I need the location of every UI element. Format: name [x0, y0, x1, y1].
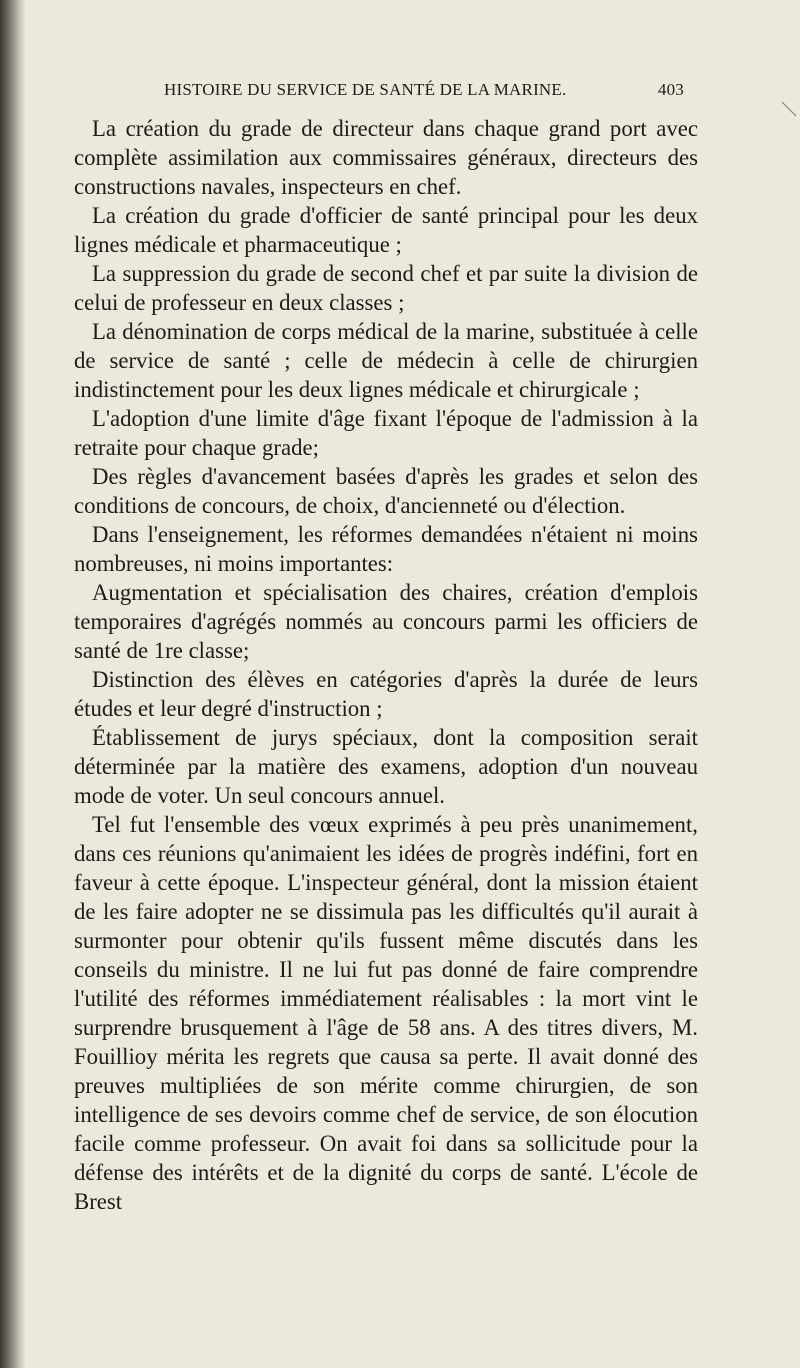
- paragraph-voeux: Tel fut l'ensemble des vœux exprimés à peu près unanimement, dans ces réunions qu'animaient les idées de progrès indéfini, fort en faveur à cette époque. L'inspecteur général, dont la mission étaient de les faire adopter ne se dissimula pas les difficultés qu'il aurait à surmonter pour obtenir qu'ils fussent même discutés dans les conseils du ministre. Il ne lui fut pas donné de faire comprendre l'utilité des réformes immédiatement réalisables : la mort vint le surprendre brusquement à l'âge de 58 ans. A des titres divers, M. Fouillioy mérita les regrets que causa sa perte. Il avait donné des preuves multipliées de son mérite comme chirurgien, de son intelligence de ses devoirs comme chef de service, de son élocution facile comme professeur. On avait foi dans sa sollicitude pour la défense des intérêts et de la dignité du corps de santé. L'école de Brest: [74, 812, 698, 1214]
- paragraph-officier-de-sante: La création du grade d'officier de santé principal pour les deux lignes médicale et pharmaceutique ;: [74, 203, 698, 257]
- paragraph-chaires: Augmentation et spécialisation des chaires, création d'emplois temporaires d'agrégés nommés au concours parmi les officiers de santé de 1re classe;: [74, 580, 698, 663]
- paragraph-jurys: Établissement de jurys spéciaux, dont la composition serait déterminée par la matière des examens, adoption d'un nouveau mode de voter. Un seul concours annuel.: [74, 725, 698, 808]
- paragraph-limite-d-age: L'adoption d'une limite d'âge fixant l'époque de l'admission à la retraite pour chaque grade;: [74, 406, 698, 460]
- corner-tick-mark-icon: [780, 100, 800, 120]
- running-header: [164, 76, 684, 106]
- running-title: HISTOIRE DU SERVICE DE SANTÉ DE LA MARINE.: [164, 80, 567, 99]
- paragraph-eleves: Distinction des élèves en catégories d'après la durée de leurs études et leur degré d'instruction ;: [74, 667, 698, 721]
- body-text: [74, 114, 698, 1216]
- paragraph-avancement: Des règles d'avancement basées d'après les grades et selon des conditions de concours, de choix, d'ancienneté ou d'élection.: [74, 464, 698, 518]
- paragraph-enseignement: Dans l'enseignement, les réformes demandées n'étaient ni moins nombreuses, ni moins importantes:: [74, 522, 698, 576]
- page-number: 403: [657, 80, 684, 99]
- paragraph-corps-medical: La dénomination de corps médical de la marine, substituée à celle de service de santé ; celle de médecin à celle de chirurgien indistinctement pour les deux lignes médicale et chirurgicale ;: [74, 319, 698, 402]
- paragraph-second-chef: La suppression du grade de second chef et par suite la division de celui de professeur en deux classes ;: [74, 261, 698, 315]
- paragraph-directeur: La création du grade de directeur dans chaque grand port avec complète assimilation aux commissaires généraux, directeurs des constructions navales, inspecteurs en chef.: [74, 116, 698, 199]
